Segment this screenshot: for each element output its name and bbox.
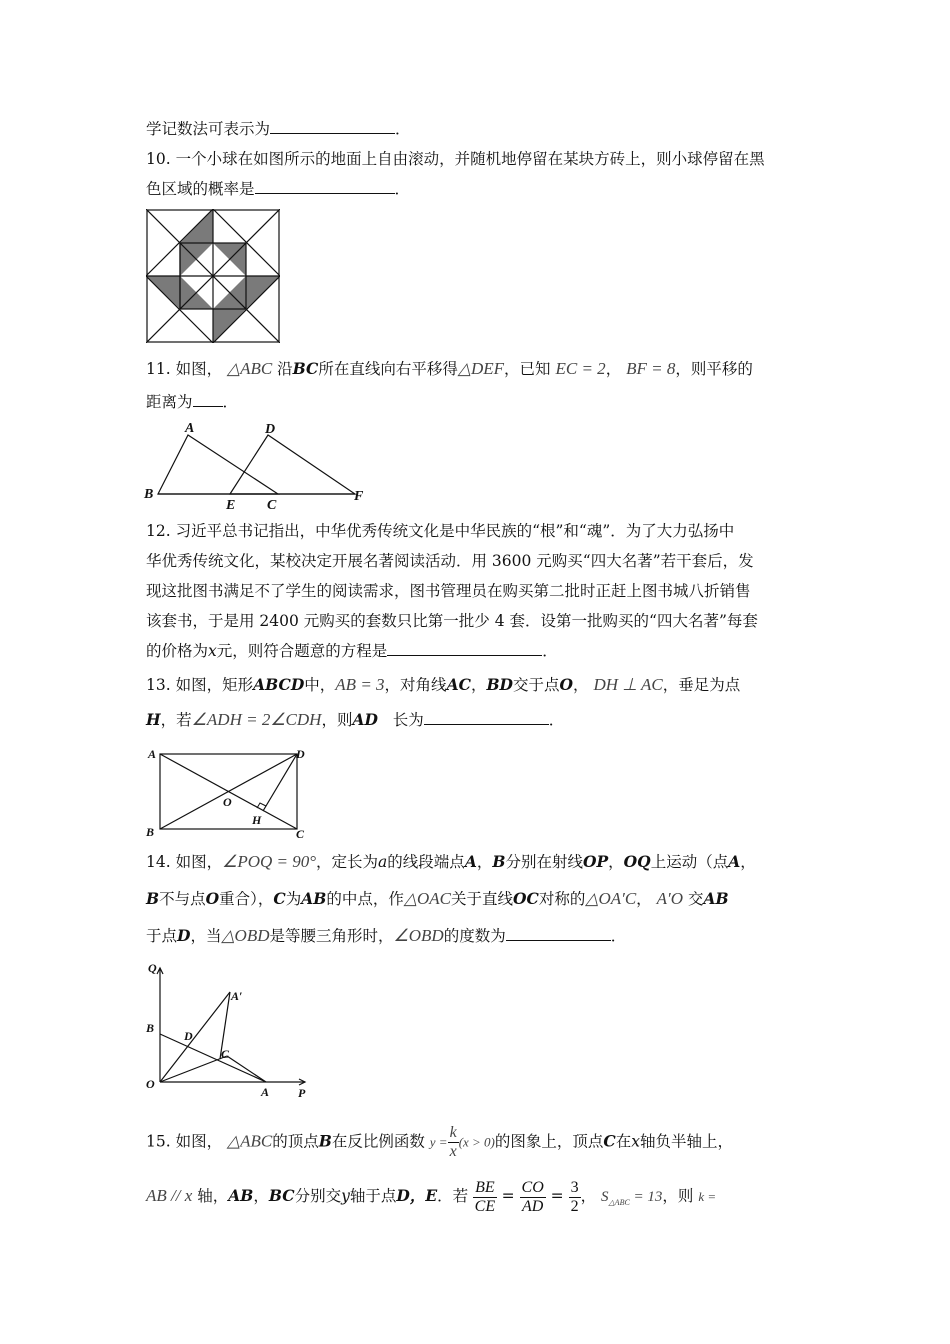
q11-prefix: 11. 如图， — [146, 360, 223, 378]
q13-label-o: O — [223, 795, 232, 809]
q13-label-c: C — [296, 827, 305, 841]
q15-area-val: = 13 — [633, 1189, 663, 1205]
q15-l2d: ．若 — [437, 1187, 469, 1205]
q14-l1e: 上运动（点 — [650, 853, 729, 871]
q14-l2a: 不与点 — [159, 890, 206, 908]
q13-h: H — [146, 710, 161, 729]
q15-line2: AB // x 轴，AB，BC分别交y轴于点D，E．若 $\frac{BE}{CE}$ = $\frac{CO}{AD}$ = $\frac{3}{2}$ ， $S_{\triangle ABC} = 13$，则 k = — [146, 1178, 717, 1215]
q9-answer-blank[interactable] — [270, 118, 395, 134]
q13-tail: ，垂足为点 — [662, 676, 741, 694]
q12-line4: 该套书，于是用 2400 元购买的套数只比第一批少 4 套．设第一批购买的“四大名著”每套 — [146, 612, 758, 630]
q14-l2f: 对称的 — [538, 890, 586, 908]
q13-o: O — [559, 675, 574, 694]
q15-l1b: 在反比例函数 — [331, 1132, 425, 1151]
q14-l3d: 的度数为 — [443, 927, 506, 945]
q14-l2c: 为 — [285, 890, 302, 908]
q15-func-fraction — [448, 1124, 459, 1161]
q14-figure — [140, 958, 320, 1100]
q14-label-a: A — [261, 1085, 270, 1099]
q11-tri-abc: △ABC — [227, 359, 273, 378]
q15-f2-num: CO — [521, 1178, 544, 1196]
q9-tail-text: 学记数法可表示为 — [146, 120, 271, 138]
q12-line1: 12. 习近平总书记指出，中华优秀传统文化是中华民族的“根”和“魂”．为了大力弘扬中 — [146, 522, 735, 540]
q13-if: ，若 — [160, 711, 192, 729]
q15-area-sub: △ABC — [608, 1198, 630, 1207]
q15-l2a: 轴， — [197, 1187, 229, 1205]
q11-line1: 11. 如图， △ABC 沿BC所在直线向右平移得△DEF，已知 EC = 2， BF = 8，则平移的 — [146, 359, 753, 378]
q13-ac: AC — [446, 675, 471, 694]
q11-line2: 距离为 ． — [146, 393, 239, 411]
q15-f3-num: 3 — [570, 1178, 579, 1196]
q15-l1e: 轴负半轴上， — [640, 1132, 734, 1151]
q12-line2: 华优秀传统文化，某校决定开展名著阅读活动．用 3600 元购买“四大名著”若干套后，发 — [146, 552, 754, 570]
q11-label-e: E — [226, 498, 236, 513]
q14-point-b: B — [492, 852, 506, 871]
q14-l3c: 是等腰三角形时， — [269, 927, 394, 945]
q14-l3b: ，当 — [190, 927, 222, 945]
q14-angle: ∠POQ = 90° — [222, 852, 317, 871]
q13-mid3: 交于点 — [513, 676, 560, 694]
q15-area — [601, 1189, 662, 1205]
q10-tile-figure — [146, 209, 280, 343]
q15-l2b: 分别交 — [294, 1187, 342, 1205]
q13-then: ，则 — [321, 711, 353, 729]
q13-label-h: H — [252, 813, 262, 827]
q11-triangle-abc — [158, 435, 278, 494]
q14-answer-blank[interactable] — [506, 925, 611, 941]
q15-ratio-3-2 — [569, 1179, 581, 1216]
q14-l3a: 于点 — [146, 927, 178, 945]
q14-tri-oac: △OAC — [403, 889, 451, 908]
q14-tri-oac-prime: △OA′C — [585, 889, 637, 908]
q10-answer-blank[interactable] — [255, 178, 395, 194]
q15-line1 — [146, 1124, 733, 1161]
q11-triangle-def — [230, 435, 355, 494]
q15-tri-abc: △ABC — [227, 1131, 273, 1151]
q12-line5a: 的价格为 — [146, 642, 209, 660]
q14-label-o: O — [146, 1077, 155, 1091]
q14-label-q: Q — [148, 961, 157, 975]
q11-mid: 沿 — [277, 360, 293, 378]
q13-bd: BD — [486, 675, 513, 694]
q15-area-s: S — [601, 1189, 609, 1205]
q14-oq: OQ — [623, 852, 651, 871]
q13-segment-dh — [263, 754, 297, 811]
q14-oc: OC — [513, 889, 539, 908]
q11-line2-text: 距离为 — [146, 393, 193, 411]
q14-l1d: 分别在射线 — [505, 853, 583, 871]
q14-label-d: D — [184, 1029, 193, 1043]
q11-label-c: C — [267, 498, 277, 513]
q15-func-den: x — [449, 1143, 457, 1160]
q14-l2d: 的中点，作 — [326, 890, 404, 908]
q14-label-b: B — [146, 1021, 155, 1035]
q13-answer-blank[interactable] — [424, 709, 549, 725]
q15-point-b: B — [318, 1131, 332, 1151]
q15-point-c: C — [603, 1131, 616, 1151]
q11-label-a: A — [185, 421, 195, 436]
q13-label-a: A — [148, 747, 157, 761]
q12-line5b: 元，则符合题意的方程是 — [216, 642, 388, 660]
q14-ab: AB — [301, 889, 327, 908]
q14-line3: 于点D，当△OBD是等腰三角形时，∠OBD的度数为 ． — [146, 926, 627, 945]
q10-line2-text: 色区域的概率是 — [146, 180, 255, 198]
q15-de: D，E — [396, 1186, 438, 1205]
q14-label-c: C — [221, 1047, 230, 1061]
q13-prefix: 13. 如图，矩形 — [146, 676, 254, 694]
q11-bf: BF = 8 — [626, 359, 676, 378]
q14-point-c: C — [273, 889, 286, 908]
q11-label-b: B — [144, 487, 154, 502]
q14-segment-ab — [160, 1034, 266, 1082]
q15-func-cond: (x > 0) — [458, 1134, 495, 1150]
q14-point-a-2: A — [728, 852, 741, 871]
q14-ab-2: AB — [703, 889, 729, 908]
q14-tri-obd: △OBD — [221, 926, 270, 945]
q14-prefix: 14. 如图， — [146, 853, 223, 871]
q13-abcd: ABCD — [253, 675, 305, 694]
q14-label-p: P — [298, 1086, 306, 1100]
q14-l1c: 的线段端点 — [387, 853, 465, 871]
q11-figure — [140, 418, 380, 513]
q12-answer-blank[interactable] — [387, 640, 542, 656]
q15-l2e: ，则 — [662, 1187, 694, 1205]
q13-line2: H，若∠ADH = 2∠CDH，则AD 长为 ． — [146, 710, 565, 729]
q10-line2: 色区域的概率是 ． — [146, 180, 411, 198]
q14-l2e: 关于直线 — [451, 890, 514, 908]
q14-point-d: D — [177, 926, 191, 945]
q11-tail: ，则平移的 — [675, 360, 753, 378]
q15-l1c: 的图象上，顶点 — [494, 1132, 604, 1151]
q9-tail-line: 学记数法可表示为 ． — [146, 120, 411, 138]
q14-a: a — [378, 853, 388, 871]
q13-ab: AB = 3 — [335, 675, 385, 694]
q15-l2c: 轴于点 — [349, 1187, 397, 1205]
q15-l1d: 在 — [615, 1132, 632, 1151]
q11-label-f: F — [354, 489, 364, 504]
q11-mid2: 所在直线向右平移得 — [318, 360, 458, 378]
q13-figure — [140, 742, 320, 842]
q15-x: x — [631, 1132, 641, 1151]
q15-y: y — [341, 1187, 350, 1205]
q14-angle-obd: ∠OBD — [393, 926, 444, 945]
q15-k: k = — [698, 1189, 717, 1204]
q11-ec: EC = 2 — [555, 359, 606, 378]
q11-given: ，已知 — [504, 360, 551, 378]
q15-ratio-co-ad — [520, 1179, 546, 1216]
q15-l1a: 的顶点 — [272, 1132, 319, 1151]
q15-prefix: 15. 如图， — [146, 1132, 223, 1151]
q15-f3-den: 2 — [570, 1197, 579, 1215]
q14-label-a-prime: A′ — [231, 989, 243, 1003]
q14-point-a: A — [464, 852, 477, 871]
q14-line1: 14. 如图，∠POQ = 90°，定长为a的线段端点A，B分别在射线OP，OQ上运动（点A， — [146, 852, 756, 871]
q15-func-y: y = — [429, 1134, 448, 1150]
q14-op: OP — [582, 852, 609, 871]
q15-f1-den: CE — [474, 1197, 496, 1215]
q10-line1: 10. 一个小球在如图所示的地面上自由滚动，并随机地停留在某块方砖上，则小球停留在黑 — [146, 150, 765, 168]
q13-label-d: D — [296, 747, 305, 761]
q13-ad: AD — [352, 710, 378, 729]
q14-l2b: 重合）， — [219, 890, 274, 908]
q13-cond: ∠ADH = 2∠CDH — [191, 710, 322, 729]
q15-parallel: AB // x — [146, 1186, 193, 1205]
q15-ratio-be-ce — [473, 1179, 497, 1216]
q14-ao-prime: A′O — [656, 889, 683, 908]
q12-var-x: x — [208, 642, 217, 660]
q13-mid: 中， — [304, 676, 336, 694]
q15-f2-den: AD — [521, 1197, 544, 1215]
q13-label-b: B — [146, 825, 155, 839]
q14-line2: B不与点O重合），C为AB的中点，作△OAC关于直线OC对称的△OA′C， A′O 交AB — [146, 889, 729, 908]
q11-answer-blank[interactable] — [193, 391, 223, 407]
q11-bc: BC — [292, 359, 319, 378]
q11-label-d: D — [265, 422, 276, 437]
q13-len: 长为 — [392, 711, 424, 729]
q14-l2g: 交 — [687, 890, 704, 908]
q12-line3: 现这批图书满足不了学生的阅读需求，图书管理员在购买第二批时正赶上图书城八折销售 — [146, 582, 751, 600]
q14-point-b-2: B — [146, 889, 160, 908]
q13-dh: DH ⊥ AC — [593, 675, 663, 694]
q12-line5: 的价格为x元，则符合题意的方程是 ． — [146, 642, 558, 660]
q13-mid2: ，对角线 — [384, 676, 447, 694]
q13-line1: 13. 如图，矩形ABCD中，AB = 3，对角线AC，BD交于点O， DH ⊥ AC，垂足为点 — [146, 675, 741, 694]
q15-func-num: k — [449, 1124, 457, 1141]
q15-f1-num: BE — [475, 1178, 495, 1196]
q15-bc: BC — [268, 1186, 295, 1205]
q11-tri-def: △DEF — [457, 359, 505, 378]
q14-l1b: ，定长为 — [316, 853, 379, 871]
q15-ab: AB — [228, 1186, 254, 1205]
